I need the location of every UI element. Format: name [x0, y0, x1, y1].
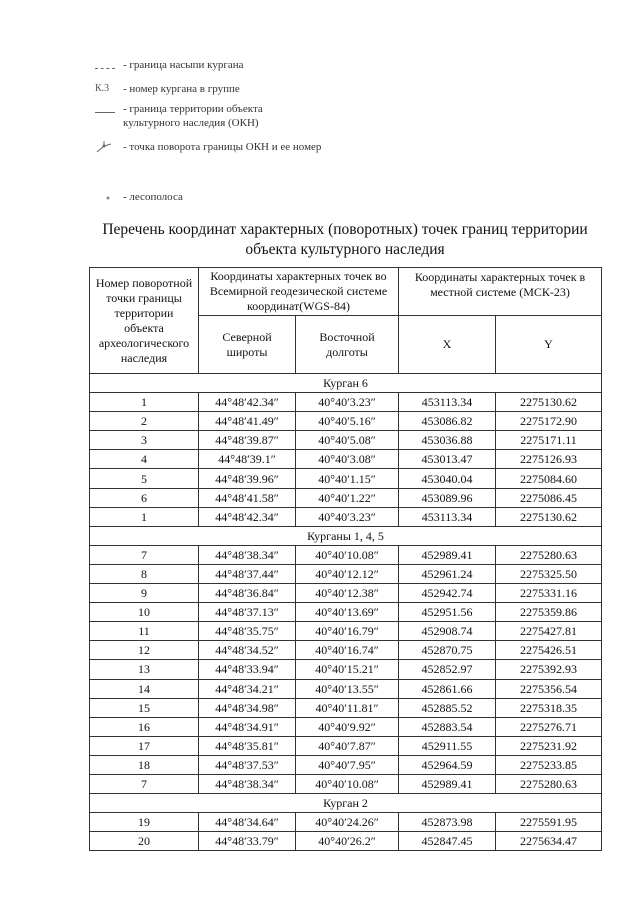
point-number-cell: 10 [90, 603, 199, 622]
x-cell: 452961.24 [399, 564, 496, 583]
table-row [90, 450, 602, 469]
mound-number-symbol: К.3 [95, 83, 110, 94]
point-number-cell: 1 [90, 507, 199, 526]
x-cell: 452989.41 [399, 545, 496, 564]
east-longitude-cell: 40°40′5.08″ [296, 431, 399, 450]
table-row [90, 603, 602, 622]
x-cell: 452873.98 [399, 813, 496, 832]
north-latitude-cell: 44°48′42.34″ [199, 393, 296, 412]
north-latitude-cell: 44°48′36.84″ [199, 584, 296, 603]
east-longitude-cell: 40°40′12.38″ [296, 584, 399, 603]
legend-text: - номер кургана в группе [123, 83, 240, 95]
header-msk23: Координаты характерных точек в местной системе (МСК-23) [399, 268, 602, 316]
point-number-cell: 7 [90, 545, 199, 564]
table-row [90, 717, 602, 736]
north-latitude-cell: 44°48′33.79″ [199, 832, 296, 851]
group-row [90, 526, 602, 545]
east-longitude-cell: 40°40′5.16″ [296, 412, 399, 431]
north-latitude-cell: 44°48′39.87″ [199, 431, 296, 450]
x-cell: 453040.04 [399, 469, 496, 488]
x-cell: 452942.74 [399, 584, 496, 603]
north-latitude-cell: 44°48′37.53″ [199, 755, 296, 774]
north-latitude-cell: 44°48′37.13″ [199, 603, 296, 622]
header-point-number: Номер поворотной точки границы территории объекта археологического наследия [90, 268, 199, 374]
x-cell: 452852.97 [399, 660, 496, 679]
east-longitude-cell: 40°40′13.69″ [296, 603, 399, 622]
east-longitude-cell: 40°40′16.79″ [296, 622, 399, 641]
header-wgs84: Координаты характерных точек во Всемирной геодезической системе координат(WGS-84) [199, 268, 399, 316]
point-number-cell: 7 [90, 774, 199, 793]
x-cell: 453113.34 [399, 507, 496, 526]
table-body [90, 374, 602, 851]
point-number-cell: 12 [90, 641, 199, 660]
north-latitude-cell: 44°48′34.21″ [199, 679, 296, 698]
y-cell: 2275171.11 [496, 431, 602, 450]
x-cell: 453086.82 [399, 412, 496, 431]
table-row [90, 488, 602, 507]
north-latitude-cell: 44°48′39.96″ [199, 469, 296, 488]
y-cell: 2275130.62 [496, 507, 602, 526]
point-number-cell: 13 [90, 660, 199, 679]
table-row [90, 641, 602, 660]
y-cell: 2275356.54 [496, 679, 602, 698]
point-number-cell: 2 [90, 412, 199, 431]
east-longitude-cell: 40°40′13.55″ [296, 679, 399, 698]
table-row [90, 564, 602, 583]
y-cell: 2275359.86 [496, 603, 602, 622]
east-longitude-cell: 40°40′26.2″ [296, 832, 399, 851]
y-cell: 2275233.85 [496, 755, 602, 774]
north-latitude-cell: 44°48′42.34″ [199, 507, 296, 526]
x-cell: 452861.66 [399, 679, 496, 698]
north-latitude-cell: 44°48′38.34″ [199, 545, 296, 564]
table-row [90, 832, 602, 851]
point-number-cell: 4 [90, 450, 199, 469]
y-cell: 2275172.90 [496, 412, 602, 431]
header-y: Y [496, 316, 602, 374]
point-number-cell: 5 [90, 469, 199, 488]
legend-text: - точка поворота границы ОКН и ее номер [123, 141, 322, 153]
north-latitude-cell: 44°48′35.81″ [199, 736, 296, 755]
point-number-cell: 9 [90, 584, 199, 603]
x-cell: 453036.88 [399, 431, 496, 450]
group-title: Курган 2 [90, 794, 602, 813]
y-cell: 2275392.93 [496, 660, 602, 679]
table-row [90, 755, 602, 774]
legend-item-turning-point [95, 140, 425, 159]
legend-item-territory-border [95, 102, 425, 130]
y-cell: 2275280.63 [496, 545, 602, 564]
x-cell: 452951.56 [399, 603, 496, 622]
north-latitude-cell: 44°48′34.52″ [199, 641, 296, 660]
y-cell: 2275591.95 [496, 813, 602, 832]
point-number-cell: 8 [90, 564, 199, 583]
page-title: Перечень координат характерных (поворотных) точек границ территории объекта культурного наследия [102, 221, 588, 258]
y-cell: 2275331.16 [496, 584, 602, 603]
north-latitude-cell: 44°48′34.91″ [199, 717, 296, 736]
y-cell: 2275126.93 [496, 450, 602, 469]
territory-border-icon [95, 102, 123, 116]
x-cell: 452911.55 [399, 736, 496, 755]
east-longitude-cell: 40°40′7.87″ [296, 736, 399, 755]
point-number-cell: 14 [90, 679, 199, 698]
x-cell: 453013.47 [399, 450, 496, 469]
x-cell: 452847.45 [399, 832, 496, 851]
point-number-cell: 16 [90, 717, 199, 736]
north-latitude-cell: 44°48′33.94″ [199, 660, 296, 679]
point-number-cell: 1 [90, 393, 199, 412]
table-row [90, 412, 602, 431]
turning-point-icon [95, 140, 123, 159]
north-latitude-cell: 44°48′41.58″ [199, 488, 296, 507]
x-cell: 452989.41 [399, 774, 496, 793]
east-longitude-cell: 40°40′10.08″ [296, 774, 399, 793]
x-cell: 453113.34 [399, 393, 496, 412]
y-cell: 2275634.47 [496, 832, 602, 851]
point-number-cell: 19 [90, 813, 199, 832]
east-longitude-cell: 40°40′7.95″ [296, 755, 399, 774]
coordinates-table [89, 267, 602, 851]
legend-text: - граница территории объекта культурного наследия (ОКН) [123, 103, 263, 129]
point-number-cell: 20 [90, 832, 199, 851]
table-row [90, 469, 602, 488]
table-row [90, 679, 602, 698]
y-cell: 2275130.62 [496, 393, 602, 412]
east-longitude-cell: 40°40′16.74″ [296, 641, 399, 660]
y-cell: 2275318.35 [496, 698, 602, 717]
forest-belt-icon [95, 190, 123, 209]
east-longitude-cell: 40°40′1.22″ [296, 488, 399, 507]
point-number-cell: 6 [90, 488, 199, 507]
group-title: Курган 6 [90, 374, 602, 393]
y-cell: 2275426.51 [496, 641, 602, 660]
x-cell: 452908.74 [399, 622, 496, 641]
legend-item-mound-number [95, 82, 425, 96]
table-row [90, 545, 602, 564]
east-longitude-cell: 40°40′3.08″ [296, 450, 399, 469]
y-cell: 2275280.63 [496, 774, 602, 793]
east-longitude-cell: 40°40′12.12″ [296, 564, 399, 583]
north-latitude-cell: 44°48′38.34″ [199, 774, 296, 793]
x-cell: 452883.54 [399, 717, 496, 736]
table-row [90, 507, 602, 526]
group-title: Курганы 1, 4, 5 [90, 526, 602, 545]
east-longitude-cell: 40°40′9.92″ [296, 717, 399, 736]
x-cell: 453089.96 [399, 488, 496, 507]
point-number-cell: 18 [90, 755, 199, 774]
table-row [90, 431, 602, 450]
table-row [90, 698, 602, 717]
east-longitude-cell: 40°40′10.08″ [296, 545, 399, 564]
mound-border-icon [95, 58, 123, 72]
legend-item-mound-border [95, 58, 425, 72]
legend-item-forest-belt [95, 190, 425, 209]
header-north-latitude: Северной широты [199, 316, 296, 374]
group-row [90, 374, 602, 393]
east-longitude-cell: 40°40′24.26″ [296, 813, 399, 832]
legend-text: - граница насыпи кургана [123, 59, 244, 71]
north-latitude-cell: 44°48′37.44″ [199, 564, 296, 583]
east-longitude-cell: 40°40′3.23″ [296, 393, 399, 412]
north-latitude-cell: 44°48′39.1″ [199, 450, 296, 469]
y-cell: 2275084.60 [496, 469, 602, 488]
group-row [90, 794, 602, 813]
point-number-cell: 15 [90, 698, 199, 717]
table-row [90, 813, 602, 832]
x-cell: 452885.52 [399, 698, 496, 717]
x-cell: 452964.59 [399, 755, 496, 774]
east-longitude-cell: 40°40′11.81″ [296, 698, 399, 717]
point-number-cell: 3 [90, 431, 199, 450]
point-number-cell: 11 [90, 622, 199, 641]
x-cell: 452870.75 [399, 641, 496, 660]
north-latitude-cell: 44°48′41.49″ [199, 412, 296, 431]
table-row [90, 393, 602, 412]
north-latitude-cell: 44°48′35.75″ [199, 622, 296, 641]
table-row [90, 736, 602, 755]
point-number-cell: 17 [90, 736, 199, 755]
legend-text: - лесополоса [123, 191, 183, 203]
y-cell: 2275427.81 [496, 622, 602, 641]
north-latitude-cell: 44°48′34.64″ [199, 813, 296, 832]
table-row [90, 774, 602, 793]
north-latitude-cell: 44°48′34.98″ [199, 698, 296, 717]
east-longitude-cell: 40°40′1.15″ [296, 469, 399, 488]
east-longitude-cell: 40°40′15.21″ [296, 660, 399, 679]
y-cell: 2275325.50 [496, 564, 602, 583]
y-cell: 2275231.92 [496, 736, 602, 755]
header-east-longitude: Восточной долготы [296, 316, 399, 374]
table-row [90, 622, 602, 641]
y-cell: 2275276.71 [496, 717, 602, 736]
table-row [90, 584, 602, 603]
table-row [90, 660, 602, 679]
header-x: X [399, 316, 496, 374]
east-longitude-cell: 40°40′3.23″ [296, 507, 399, 526]
y-cell: 2275086.45 [496, 488, 602, 507]
